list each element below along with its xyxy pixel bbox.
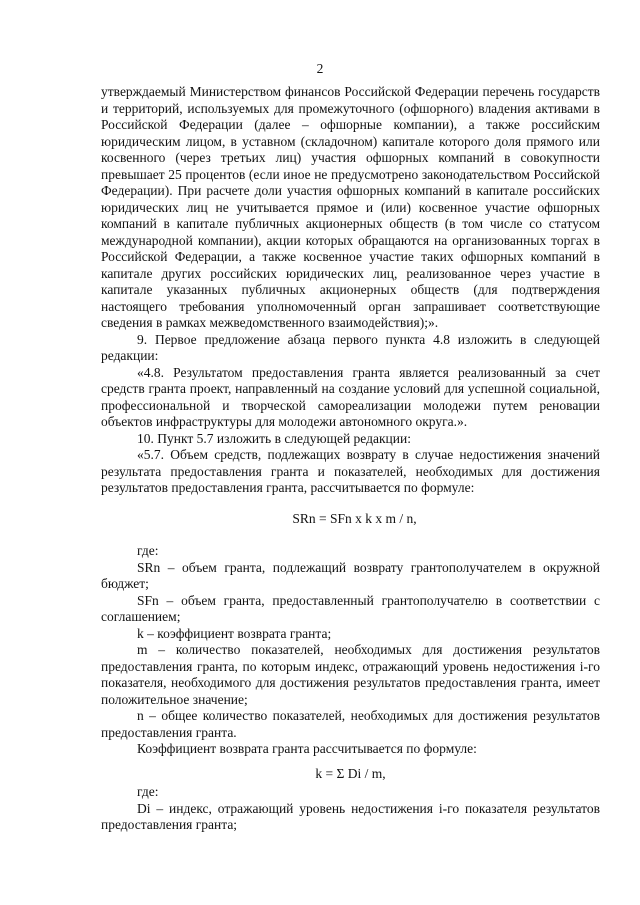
paragraph-item-9: 9. Первое предложение абзаца первого пункта 4.8 изложить в следующей редакции:: [101, 331, 600, 363]
coefficient-intro: Коэффициент возврата гранта рассчитывается по формуле:: [137, 741, 477, 756]
document-body: [101, 84, 600, 834]
page-number: 2: [316, 61, 324, 76]
paragraph-item-5-7: «5.7. Объем средств, подлежащих возврату в случае недостижения значений результата предоставления гранта и показателей, необходимых для достижения результатов предоставления гранта, рассчитывается по формуле:: [101, 447, 600, 495]
where-label-2: где:: [137, 784, 159, 799]
definition-sfn: SFn – объем гранта, предоставленный грантополучателю в соответствии с соглашением;: [101, 592, 600, 624]
formula-k: k = Σ Di / m,: [315, 765, 386, 781]
paragraph-item-4-8: «4.8. Результатом предоставления гранта является реализованный за счет средств гранта проект, направленный на создание условий для успешной социальной, профессиональной и творческой самореализации молодежи путем реновации объектов инфраструктуры для молодежи автономного округа.».: [101, 364, 600, 429]
paragraph-offshore: утверждаемый Министерством финансов Российской Федерации перечень государств и территорий, используемых для промежуточного (офшорного) владения активами в Российской Федерации (далее – офшорные компании), а также российским юридическим лицом, в уставном (складочном) капитале которого доля прямого или косвенного (через третьих лиц) участия офшорных компаний в совокупности превышает 25 процентов (если иное не предусмотрено законодательством Российской Федерации). При расчете доли участия офшорных компаний в капитале российских юридических лиц не учитывается прямое и (или) косвенное участие офшорных компаний в капитале публичных акционерных обществ (в том числе со статусом международной компании), акции которых обращаются на организованных торгах в Российской Федерации, а также косвенное участие таких офшорных компаний в капитале других российских юридических лиц, реализованное через участие в капитале указанных публичных акционерных обществ (для подтверждения настоящего требования уполномоченный орган запрашивает соответствующие сведения в рамках межведомственного взаимодействия);».: [101, 84, 600, 330]
formula-srn: SRn = SFn x k x m / n,: [292, 510, 417, 526]
definition-di: Di – индекс, отражающий уровень недостижения i-го показателя результатов предоставления гранта;: [101, 800, 600, 832]
definition-m: m – количество показателей, необходимых для достижения результатов предоставления гранта, по которым индекс, отражающий уровень недостижения i-го показателя, необходимого для достижения результатов предоставления гранта, имеет положительное значение;: [101, 642, 600, 707]
definition-k: k – коэффициент возврата гранта;: [137, 625, 332, 641]
definition-n: n – общее количество показателей, необходимых для достижения результатов предоставления гранта.: [101, 708, 600, 740]
paragraph-item-10: 10. Пункт 5.7 изложить в следующей редакции:: [137, 430, 411, 446]
where-label-1: где:: [137, 543, 159, 558]
definition-srn: SRn – объем гранта, подлежащий возврату грантополучателем в окружной бюджет;: [101, 559, 600, 591]
